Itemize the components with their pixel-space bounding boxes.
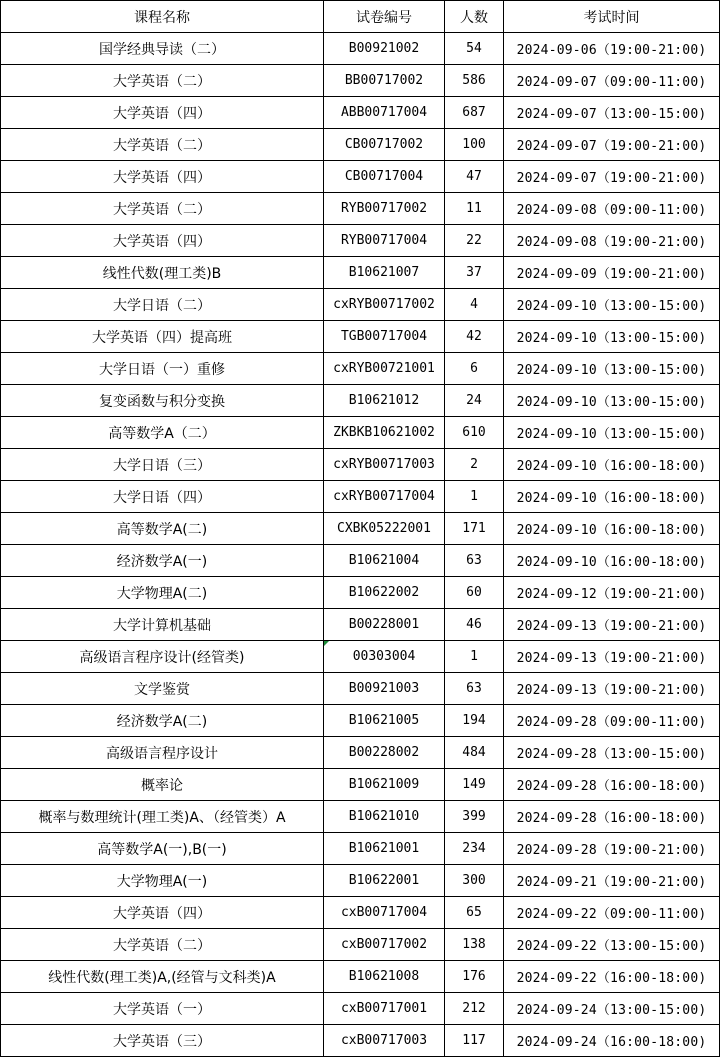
table-row — [1, 641, 720, 673]
paper-code-cell: B10621008 — [324, 961, 445, 993]
table-row — [1, 353, 720, 385]
table-row — [1, 577, 720, 609]
paper-code-cell: cxRYB00721001 — [324, 353, 445, 385]
course-name-cell: 高等数学A（二） — [1, 417, 324, 449]
exam-time-cell: 2024-09-13（19:00-21:00) — [504, 673, 720, 705]
exam-time-cell: 2024-09-07（19:00-21:00) — [504, 129, 720, 161]
exam-time-cell: 2024-09-12（19:00-21:00) — [504, 577, 720, 609]
paper-code-cell: cxB00717001 — [324, 993, 445, 1025]
exam-time-cell: 2024-09-10（13:00-15:00) — [504, 353, 720, 385]
course-name-cell: 线性代数(理工类)A,(经管与文科类)A — [1, 961, 324, 993]
student-count-cell: 149 — [445, 769, 504, 801]
exam-time-cell: 2024-09-10（16:00-18:00) — [504, 513, 720, 545]
student-count-cell: 37 — [445, 257, 504, 289]
exam-time-cell: 2024-09-28（19:00-21:00) — [504, 833, 720, 865]
table-row — [1, 1025, 720, 1057]
student-count-cell: 117 — [445, 1025, 504, 1057]
course-name-cell: 大学英语（四） — [1, 161, 324, 193]
table-row — [1, 769, 720, 801]
paper-code-cell: cxRYB00717004 — [324, 481, 445, 513]
student-count-cell: 11 — [445, 193, 504, 225]
exam-time-cell: 2024-09-09（19:00-21:00) — [504, 257, 720, 289]
student-count-cell: 24 — [445, 385, 504, 417]
header-exam-time: 考试时间 — [504, 1, 720, 33]
course-name-cell: 经济数学A(二) — [1, 705, 324, 737]
student-count-cell: 6 — [445, 353, 504, 385]
course-name-cell: 高级语言程序设计(经管类) — [1, 641, 324, 673]
paper-code-cell: CB00717002 — [324, 129, 445, 161]
paper-code-cell: B10621010 — [324, 801, 445, 833]
paper-code-cell: B00228001 — [324, 609, 445, 641]
paper-code-cell: B00921003 — [324, 673, 445, 705]
exam-time-cell: 2024-09-24（16:00-18:00) — [504, 1025, 720, 1057]
paper-code-cell: B10621001 — [324, 833, 445, 865]
table-row — [1, 481, 720, 513]
table-row — [1, 385, 720, 417]
exam-time-cell: 2024-09-07（19:00-21:00) — [504, 161, 720, 193]
paper-code-cell: cxRYB00717002 — [324, 289, 445, 321]
paper-code-cell: B00228002 — [324, 737, 445, 769]
course-name-cell: 大学物理A(一) — [1, 865, 324, 897]
paper-code-cell: B10621009 — [324, 769, 445, 801]
header-student-count: 人数 — [445, 1, 504, 33]
exam-time-cell: 2024-09-28（16:00-18:00) — [504, 769, 720, 801]
student-count-cell: 54 — [445, 33, 504, 65]
student-count-cell: 194 — [445, 705, 504, 737]
table-row — [1, 225, 720, 257]
exam-time-cell: 2024-09-28（16:00-18:00) — [504, 801, 720, 833]
table-row — [1, 129, 720, 161]
exam-time-cell: 2024-09-10（16:00-18:00) — [504, 545, 720, 577]
course-name-cell: 大学物理A(二) — [1, 577, 324, 609]
table-row — [1, 65, 720, 97]
table-row — [1, 961, 720, 993]
paper-code-cell: RYB00717004 — [324, 225, 445, 257]
course-name-cell: 大学英语（二） — [1, 193, 324, 225]
paper-code-cell: cxB00717003 — [324, 1025, 445, 1057]
paper-code-cell: 00303004 — [324, 641, 445, 673]
table-row — [1, 737, 720, 769]
student-count-cell: 63 — [445, 545, 504, 577]
table-row — [1, 865, 720, 897]
table-row — [1, 257, 720, 289]
paper-code-cell: TGB00717004 — [324, 321, 445, 353]
student-count-cell: 47 — [445, 161, 504, 193]
paper-code-cell: RYB00717002 — [324, 193, 445, 225]
course-name-cell: 大学日语（一）重修 — [1, 353, 324, 385]
table-row — [1, 193, 720, 225]
course-name-cell: 大学英语（四）提高班 — [1, 321, 324, 353]
student-count-cell: 1 — [445, 641, 504, 673]
table-row — [1, 993, 720, 1025]
exam-time-cell: 2024-09-13（19:00-21:00) — [504, 641, 720, 673]
exam-time-cell: 2024-09-28（09:00-11:00) — [504, 705, 720, 737]
student-count-cell: 4 — [445, 289, 504, 321]
paper-code-cell: B10621007 — [324, 257, 445, 289]
paper-code-cell: B10621005 — [324, 705, 445, 737]
exam-time-cell: 2024-09-22（09:00-11:00) — [504, 897, 720, 929]
student-count-cell: 22 — [445, 225, 504, 257]
student-count-cell: 171 — [445, 513, 504, 545]
table-row — [1, 97, 720, 129]
table-row — [1, 929, 720, 961]
student-count-cell: 300 — [445, 865, 504, 897]
table-row — [1, 609, 720, 641]
paper-code-cell: cxB00717004 — [324, 897, 445, 929]
course-name-cell: 概率与数理统计(理工类)A、（经管类）A — [1, 801, 324, 833]
exam-time-cell: 2024-09-10（13:00-15:00) — [504, 321, 720, 353]
table-row — [1, 161, 720, 193]
table-row — [1, 545, 720, 577]
table-row — [1, 513, 720, 545]
table-row — [1, 833, 720, 865]
paper-code-cell: CB00717004 — [324, 161, 445, 193]
course-name-cell: 高级语言程序设计 — [1, 737, 324, 769]
exam-time-cell: 2024-09-06（19:00-21:00) — [504, 33, 720, 65]
paper-code-cell: ZKBKB10621002 — [324, 417, 445, 449]
header-course-name: 课程名称 — [1, 1, 324, 33]
course-name-cell: 经济数学A(一) — [1, 545, 324, 577]
student-count-cell: 63 — [445, 673, 504, 705]
student-count-cell: 42 — [445, 321, 504, 353]
exam-time-cell: 2024-09-22（16:00-18:00) — [504, 961, 720, 993]
exam-time-cell: 2024-09-07（09:00-11:00) — [504, 65, 720, 97]
student-count-cell: 687 — [445, 97, 504, 129]
course-name-cell: 高等数学A(二) — [1, 513, 324, 545]
course-name-cell: 大学英语（一） — [1, 993, 324, 1025]
table-row — [1, 897, 720, 929]
exam-time-cell: 2024-09-08（19:00-21:00) — [504, 225, 720, 257]
paper-code-cell: cxB00717002 — [324, 929, 445, 961]
paper-code-cell: BB00717002 — [324, 65, 445, 97]
exam-time-cell: 2024-09-07（13:00-15:00) — [504, 97, 720, 129]
course-name-cell: 大学英语（二） — [1, 929, 324, 961]
course-name-cell: 大学计算机基础 — [1, 609, 324, 641]
table-body — [1, 33, 720, 1057]
table-row — [1, 289, 720, 321]
exam-time-cell: 2024-09-13（19:00-21:00) — [504, 609, 720, 641]
table-row — [1, 801, 720, 833]
course-name-cell: 大学日语（二） — [1, 289, 324, 321]
student-count-cell: 234 — [445, 833, 504, 865]
exam-time-cell: 2024-09-10（16:00-18:00) — [504, 449, 720, 481]
paper-code-cell: B10622001 — [324, 865, 445, 897]
student-count-cell: 610 — [445, 417, 504, 449]
exam-time-cell: 2024-09-10（16:00-18:00) — [504, 481, 720, 513]
student-count-cell: 100 — [445, 129, 504, 161]
student-count-cell: 399 — [445, 801, 504, 833]
paper-code-cell: B00921002 — [324, 33, 445, 65]
course-name-cell: 大学英语（四） — [1, 97, 324, 129]
header-row — [1, 1, 720, 33]
student-count-cell: 138 — [445, 929, 504, 961]
table-row — [1, 33, 720, 65]
course-name-cell: 大学日语（三） — [1, 449, 324, 481]
exam-time-cell: 2024-09-10（13:00-15:00) — [504, 417, 720, 449]
cell-comment-marker-icon — [324, 641, 329, 646]
course-name-cell: 国学经典导读（二） — [1, 33, 324, 65]
exam-time-cell: 2024-09-28（13:00-15:00) — [504, 737, 720, 769]
course-name-cell: 复变函数与积分变换 — [1, 385, 324, 417]
course-name-cell: 大学日语（四） — [1, 481, 324, 513]
header-paper-code: 试卷编号 — [324, 1, 445, 33]
student-count-cell: 46 — [445, 609, 504, 641]
paper-code-cell: B10621012 — [324, 385, 445, 417]
course-name-cell: 高等数学A(一),B(一) — [1, 833, 324, 865]
exam-time-cell: 2024-09-10（13:00-15:00) — [504, 385, 720, 417]
course-name-cell: 大学英语（四） — [1, 897, 324, 929]
table-row — [1, 705, 720, 737]
table-row — [1, 673, 720, 705]
paper-code-cell: CXBK05222001 — [324, 513, 445, 545]
paper-code-cell: B10622002 — [324, 577, 445, 609]
student-count-cell: 2 — [445, 449, 504, 481]
course-name-cell: 概率论 — [1, 769, 324, 801]
table-row — [1, 449, 720, 481]
student-count-cell: 212 — [445, 993, 504, 1025]
paper-code-cell: cxRYB00717003 — [324, 449, 445, 481]
course-name-cell: 文学鉴赏 — [1, 673, 324, 705]
student-count-cell: 1 — [445, 481, 504, 513]
student-count-cell: 60 — [445, 577, 504, 609]
student-count-cell: 176 — [445, 961, 504, 993]
paper-code-cell: ABB00717004 — [324, 97, 445, 129]
course-name-cell: 线性代数(理工类)B — [1, 257, 324, 289]
course-name-cell: 大学英语（二） — [1, 65, 324, 97]
paper-code-cell: B10621004 — [324, 545, 445, 577]
table-header — [1, 1, 720, 33]
exam-time-cell: 2024-09-08（09:00-11:00) — [504, 193, 720, 225]
table-row — [1, 417, 720, 449]
student-count-cell: 65 — [445, 897, 504, 929]
table-row — [1, 321, 720, 353]
student-count-cell: 484 — [445, 737, 504, 769]
course-name-cell: 大学英语（四） — [1, 225, 324, 257]
exam-time-cell: 2024-09-24（13:00-15:00) — [504, 993, 720, 1025]
course-name-cell: 大学英语（二） — [1, 129, 324, 161]
student-count-cell: 586 — [445, 65, 504, 97]
course-name-cell: 大学英语（三） — [1, 1025, 324, 1057]
exam-time-cell: 2024-09-10（13:00-15:00) — [504, 289, 720, 321]
exam-time-cell: 2024-09-21（19:00-21:00) — [504, 865, 720, 897]
exam-time-cell: 2024-09-22（13:00-15:00) — [504, 929, 720, 961]
